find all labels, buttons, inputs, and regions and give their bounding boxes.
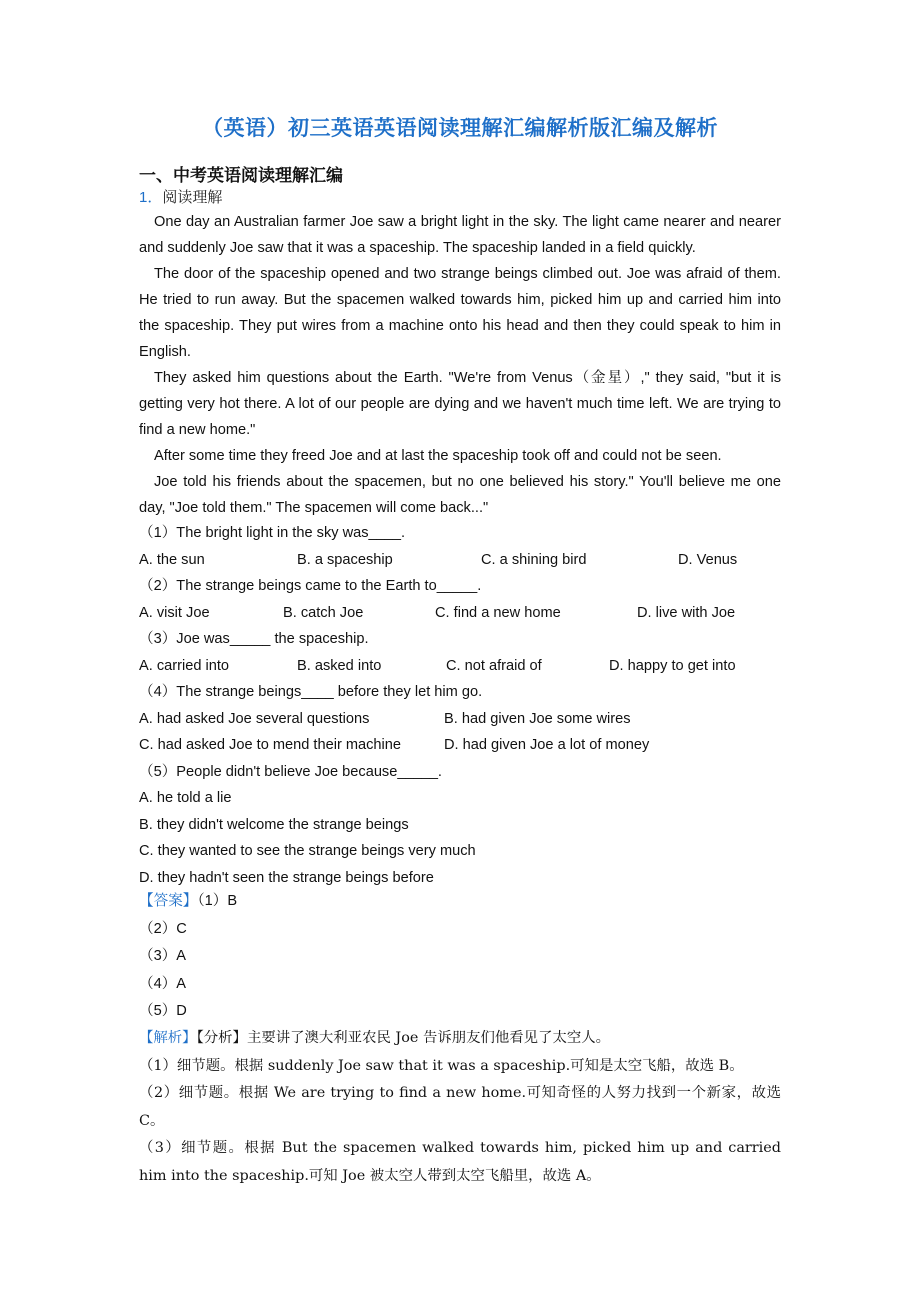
question-stem: （1）The bright light in the sky was____. xyxy=(139,525,406,541)
answer-line xyxy=(139,888,781,916)
analysis-item: （2）细节题。根据 We are trying to find a new home.可知奇怪的人努力找到一个新家，故选 C。 xyxy=(139,1085,781,1129)
analysis-item: （1）细节题。根据 suddenly Joe saw that it was a spaceship.可知是太空飞船，故选 B。 xyxy=(139,1057,744,1074)
answer-item: （5）D xyxy=(139,1003,187,1019)
question-list xyxy=(139,520,781,891)
answer-item: （2）C xyxy=(139,920,187,937)
analysis-intro-line xyxy=(139,1025,781,1053)
option-b: B. catch Joe xyxy=(283,604,364,621)
passage-paragraph: One day an Australian farmer Joe saw a bright light in the sky. The light came nearer and nearer and suddenly Joe saw that it was a spaceship. The spaceship landed in a field quickly. xyxy=(139,214,781,256)
answer-item: （1）B xyxy=(197,893,238,909)
answer-label: 【答案】 xyxy=(139,893,198,909)
option-c: C. find a new home xyxy=(435,604,561,621)
option-a: A. carried into xyxy=(139,657,230,674)
option-d: D. they hadn't seen the strange beings before xyxy=(139,869,434,886)
option-a: A. visit Joe xyxy=(139,604,210,621)
option-a: A. had asked Joe several questions xyxy=(139,710,370,727)
question-stem: （3）Joe was_____ the spaceship. xyxy=(139,631,369,647)
option-b: B. had given Joe some wires xyxy=(444,710,631,727)
option-d: D. had given Joe a lot of money xyxy=(444,737,650,753)
option-d: D. happy to get into xyxy=(609,657,736,674)
option-a: A. he told a lie xyxy=(139,790,232,806)
question-stem: （2）The strange beings came to the Earth to_____. xyxy=(139,578,482,594)
option-b: B. a spaceship xyxy=(297,551,393,568)
option-c: C. they wanted to see the strange beings very much xyxy=(139,843,476,859)
question-type: 阅读理解 xyxy=(162,188,223,206)
option-row xyxy=(139,600,781,627)
question-number: 1． xyxy=(139,189,163,206)
analysis-label: 【解析】 xyxy=(139,1030,197,1046)
question-stem: （4）The strange beings____ before they let him go. xyxy=(139,684,483,700)
analysis-item: （3）细节题。根据 But the spacemen walked towards him, picked him up and carried him into the spaceship.可知 Joe 被太空人带到太空飞船里，故选 A。 xyxy=(139,1140,781,1184)
option-a: A. the sun xyxy=(139,551,205,568)
answer-item: （3）A xyxy=(139,948,187,964)
option-c: C. not afraid of xyxy=(446,657,542,674)
passage-paragraph: They asked him questions about the Earth. "We're from Venus（金星）," they said, "but it is getting very hot there. A lot of our people are dying and we haven't much time left. We are trying to find a new home." xyxy=(139,370,781,438)
option-c: C. had asked Joe to mend their machine xyxy=(139,737,402,753)
option-row xyxy=(139,547,781,574)
passage-paragraph: The door of the spaceship opened and two strange beings climbed out. Joe was afraid of them. He tried to run away. But the spacemen walked towards him, picked him up and carried him into the spaceship. They put wires from a machine onto his head and then they could speak to him in English. xyxy=(139,266,781,360)
answer-item: （4）A xyxy=(139,975,187,992)
analysis-intro: 【分析】主要讲了澳大利亚农民 Joe 告诉朋友们他看见了太空人。 xyxy=(196,1030,611,1046)
question-header xyxy=(139,186,222,207)
reading-passage xyxy=(139,209,781,521)
analysis-block xyxy=(139,1025,781,1190)
answer-block xyxy=(139,888,781,1026)
passage-paragraph: Joe told his friends about the spacemen, but no one believed his story." You'll believe me one day, "Joe told them." The spacemen will come back..." xyxy=(139,474,781,516)
question-stem: （5）People didn't believe Joe because_____. xyxy=(139,763,442,780)
option-b: B. asked into xyxy=(297,657,382,674)
passage-paragraph: After some time they freed Joe and at last the spaceship took off and could not be seen. xyxy=(154,448,722,464)
section-heading: 一、中考英语阅读理解汇编 xyxy=(139,166,343,186)
option-c: C. a shining bird xyxy=(481,551,587,568)
option-row xyxy=(139,706,781,733)
option-row xyxy=(139,653,781,680)
option-row xyxy=(139,732,781,759)
option-d: D. live with Joe xyxy=(637,604,736,621)
option-d: D. Venus xyxy=(678,551,738,568)
option-b: B. they didn't welcome the strange beings xyxy=(139,816,409,833)
document-title: （英语）初三英语英语阅读理解汇编解析版汇编及解析 xyxy=(202,116,718,140)
